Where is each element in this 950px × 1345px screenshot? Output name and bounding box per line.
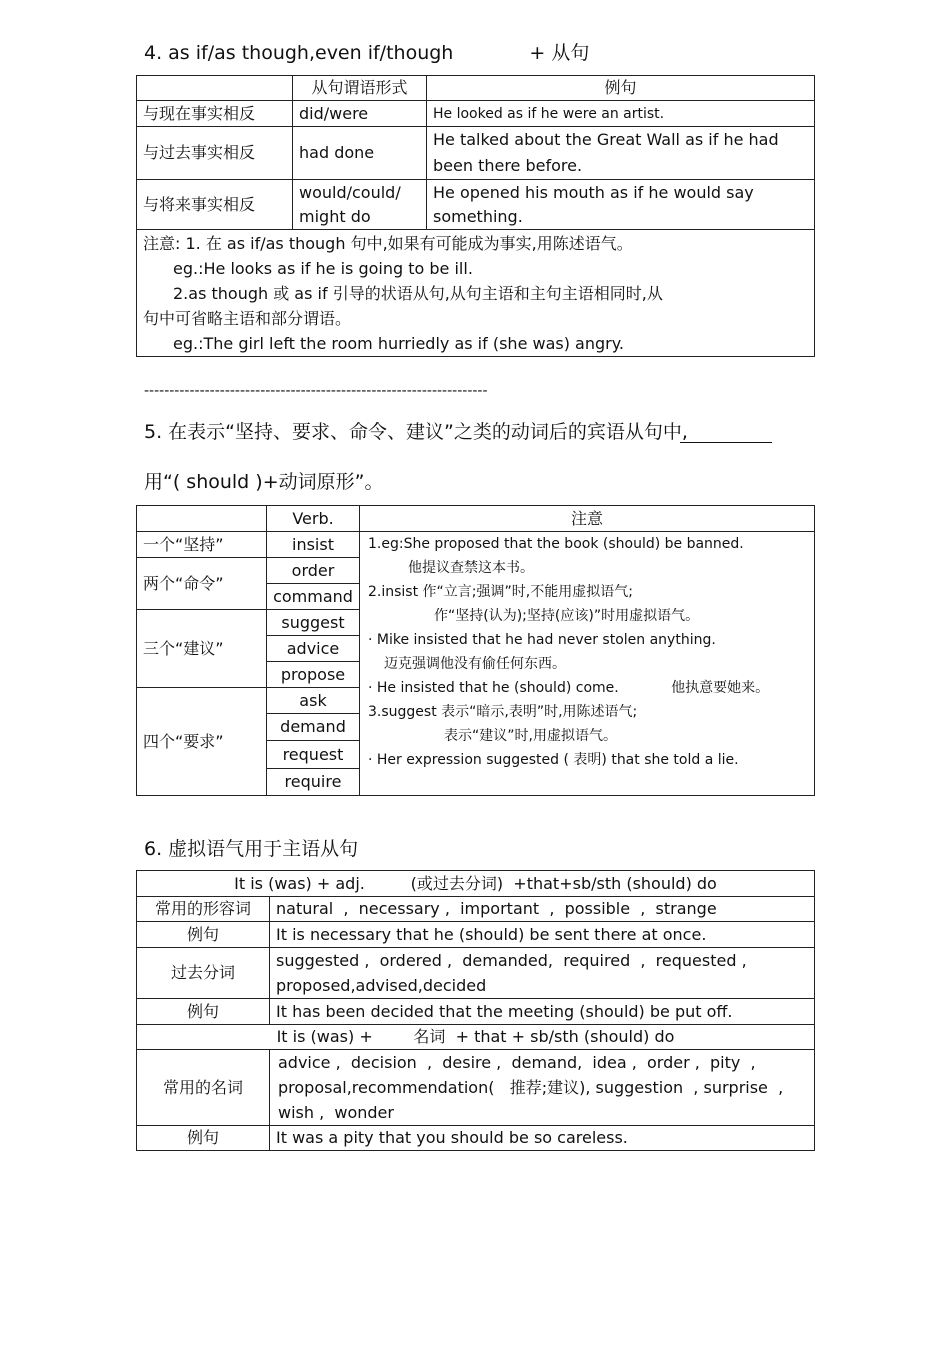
header-form: 从句谓语形式 [293, 76, 427, 101]
row-value: It is necessary that he (should) be sent there at once. [270, 922, 815, 948]
pattern-row-adj: It is (was) + adj. (或过去分词) +that+sb/sth (should) do [137, 871, 815, 897]
note-line [366, 676, 808, 700]
note-line: 1.eg:She proposed that the book (should) be banned. [368, 536, 744, 552]
verb-cell: order [267, 558, 360, 584]
section4-notes [137, 230, 815, 357]
note-line: 作“坚持(认为);坚持(应该)”时用虚拟语气。 [434, 608, 700, 624]
note-line: · Mike insisted that he had never stolen anything. [368, 632, 716, 648]
note-text: · He insisted that he (should) come. [368, 680, 619, 696]
row-value: It has been decided that the meeting (should) be put off. [270, 999, 815, 1025]
note-line: · Her expression suggested ( 表明) that she told a lie. [368, 752, 739, 768]
row-label: 常用的名词 [137, 1050, 270, 1126]
verb-cell: advice [267, 636, 360, 662]
verb-cell: demand [267, 714, 360, 741]
pattern-row-noun: It is (was) + 名词 + that + sb/sth (should) do [137, 1025, 815, 1050]
section6-table [136, 870, 815, 1151]
verb-cell: insist [267, 532, 360, 558]
header-note: 注意 [360, 506, 815, 532]
verb-cell: suggest [267, 610, 360, 636]
verb-cell: request [267, 741, 360, 769]
row-label: 常用的形容词 [137, 897, 270, 922]
table5-corner [137, 506, 267, 532]
group-label: 两个“命令” [137, 558, 267, 610]
section4-heading [144, 38, 589, 65]
table-row [137, 127, 815, 180]
note-line: eg.:The girl left the room hurriedly as if (she was) angry. [173, 334, 624, 353]
section4-table [136, 75, 815, 357]
group-label: 一个“坚持” [137, 532, 267, 558]
row-label: 例句 [137, 922, 270, 948]
section4-heading-tail: + 从句 [529, 42, 590, 64]
section6-heading: 6. 虚拟语气用于主语从句 [144, 838, 359, 860]
verb-cell: ask [267, 688, 360, 714]
row-label: 例句 [137, 1126, 270, 1151]
section5-table [136, 505, 815, 796]
note-line: 3.suggest 表示“暗示,表明”时,用陈述语气; [368, 704, 638, 720]
note-line: 他提议查禁这本书。 [408, 560, 534, 576]
row-value: It was a pity that you should be so careless. [270, 1126, 815, 1151]
note-text: 他执意要她来。 [671, 680, 770, 696]
row-label: 与将来事实相反 [137, 180, 293, 230]
verb-cell: propose [267, 662, 360, 688]
row-form: would/could/ might do [293, 180, 427, 230]
row-value: advice , decision , desire , demand, idea , order , pity , proposal,recommendation( 推荐;建议), suggestion , surprise , wish , wonder [270, 1050, 815, 1126]
section5-heading-line2: 用“( should )+动词原形”。 [144, 471, 384, 493]
row-value: natural , necessary , important , possible , strange [270, 897, 815, 922]
heading-underline [680, 442, 772, 443]
group-label: 四个“要求” [137, 688, 267, 796]
divider-line: -------------------------------------------------------------------- [144, 383, 488, 399]
table4-corner [137, 76, 293, 101]
section4-heading-text: 4. as if/as though,even if/though [144, 42, 454, 64]
note-line: 注意: 1. 在 as if/as though 句中,如果有可能成为事实,用陈述语气。 [143, 234, 633, 253]
verb-cell: require [267, 769, 360, 796]
note-line: 2.as though 或 as if 引导的状语从句,从句主语和主句主语相同时,从 [173, 284, 663, 303]
note-line: 句中可省略主语和部分谓语。 [143, 309, 352, 328]
row-example: He talked about the Great Wall as if he had been there before. [427, 127, 815, 180]
note-line: 表示“建议”时,用虚拟语气。 [444, 728, 617, 744]
row-example: He opened his mouth as if he would say something. [427, 180, 815, 230]
row-label: 与现在事实相反 [137, 101, 293, 127]
row-example: He looked as if he were an artist. [427, 101, 815, 127]
note-line: 迈克强调他没有偷任何东西。 [384, 656, 566, 672]
row-form: had done [293, 127, 427, 180]
section5-notes [360, 532, 815, 796]
row-form: did/were [293, 101, 427, 127]
group-label: 三个“建议” [137, 610, 267, 688]
row-label: 过去分词 [137, 948, 270, 999]
verb-cell: command [267, 584, 360, 610]
row-label: 与过去事实相反 [137, 127, 293, 180]
note-line: eg.:He looks as if he is going to be ill. [173, 259, 473, 278]
row-value: suggested , ordered , demanded, required , requested , proposed,advised,decided [270, 948, 815, 999]
row-label: 例句 [137, 999, 270, 1025]
header-example: 例句 [427, 76, 815, 101]
table-row [137, 101, 815, 127]
header-verb: Verb. [267, 506, 360, 532]
table-row [137, 180, 815, 230]
section5-heading-line1: 5. 在表示“坚持、要求、命令、建议”之类的动词后的宾语从句中, [144, 421, 688, 443]
note-line: 2.insist 作“立言;强调”时,不能用虚拟语气; [368, 584, 633, 600]
